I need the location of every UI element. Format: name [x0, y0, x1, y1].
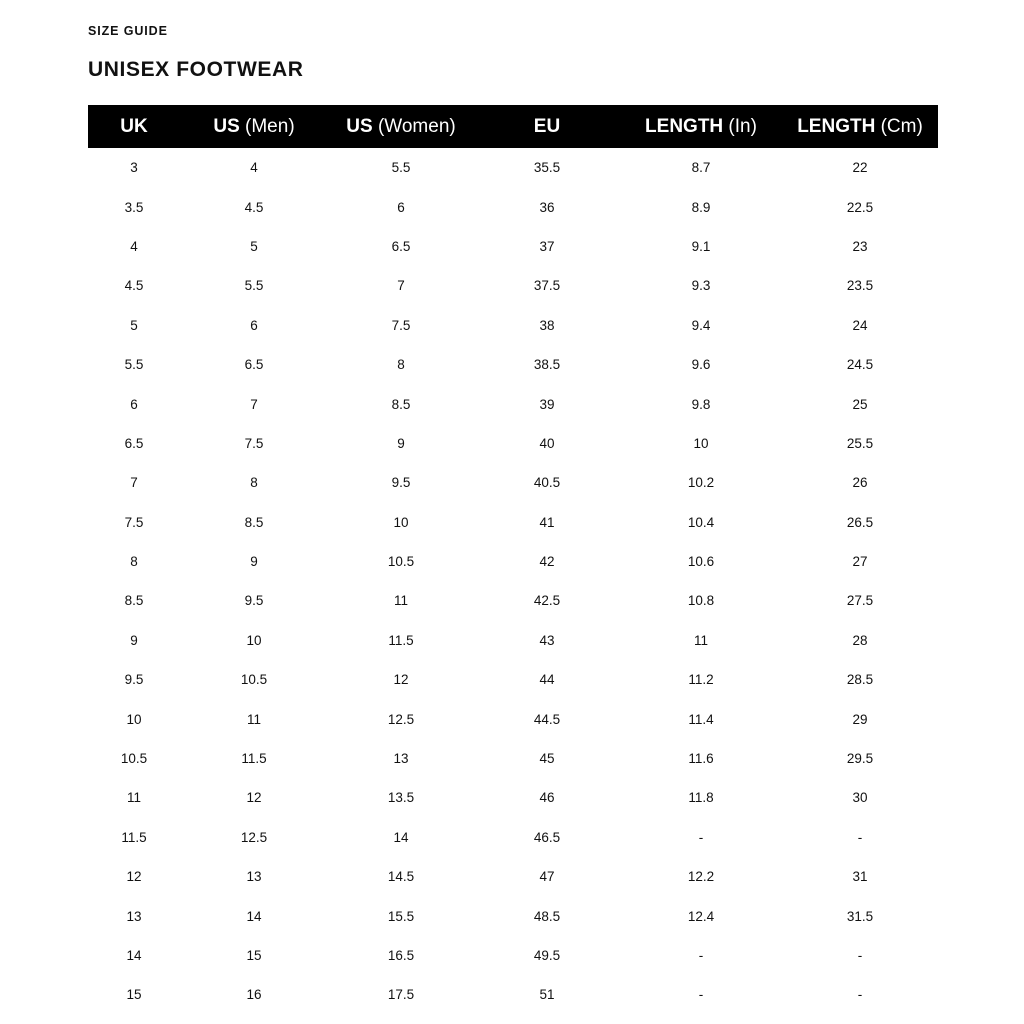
table-cell: 5.5 [244, 278, 264, 294]
table-cell: 9.5 [244, 593, 264, 609]
table-cell: 23 [852, 238, 868, 254]
table-cell: 8 [397, 357, 405, 373]
table-cell: 39 [539, 396, 555, 412]
eyebrow-label: SIZE GUIDE [88, 24, 168, 38]
table-header [88, 105, 938, 148]
table-cell: 11 [393, 593, 408, 609]
table-cell: 6 [250, 317, 258, 333]
table-cell: 25 [852, 396, 868, 412]
table-cell: 5 [250, 238, 258, 254]
table-row [88, 542, 938, 581]
table-cell: 51 [539, 987, 555, 1003]
table-body [88, 148, 938, 1015]
table-cell: 4.5 [244, 199, 264, 215]
table-cell: 27.5 [846, 593, 874, 609]
table-row [88, 818, 938, 857]
table-cell: 6.5 [124, 435, 144, 451]
table-cell: 24 [852, 317, 868, 333]
table-cell: 10.8 [687, 593, 715, 609]
column-header-main: LENGTH [797, 115, 876, 137]
table-cell: 12 [393, 672, 409, 688]
column-header-main: EU [533, 115, 561, 137]
table-cell: 5.5 [124, 357, 144, 373]
table-cell: 37 [539, 238, 555, 254]
table-cell: 47 [539, 869, 555, 885]
table-cell: 44.5 [533, 711, 561, 727]
table-cell: 30 [852, 790, 868, 806]
table-row [88, 503, 938, 542]
size-chart-table [88, 105, 938, 1015]
table-cell: - [857, 987, 863, 1003]
size-chart-container [88, 105, 938, 1015]
table-cell: 31 [852, 869, 868, 885]
table-cell: 25.5 [846, 435, 874, 451]
table-cell: 27 [852, 554, 868, 570]
table-row [88, 384, 938, 423]
column-header-main: UK [120, 115, 148, 137]
table-cell: 24.5 [846, 357, 874, 373]
table-cell: 11.4 [688, 711, 714, 727]
table-row [88, 660, 938, 699]
table-cell: 9.5 [124, 672, 144, 688]
table-row [88, 148, 938, 187]
column-header-qualifier: (In) [723, 115, 757, 137]
table-row [88, 463, 938, 502]
table-row [88, 936, 938, 975]
table-cell: 9 [130, 632, 138, 648]
table-cell: 23.5 [846, 278, 874, 294]
table-row [88, 187, 938, 226]
table-cell: 49.5 [533, 948, 561, 963]
table-cell: 10.4 [687, 514, 715, 530]
table-cell: 11.2 [688, 672, 714, 688]
table-cell: 22.5 [846, 199, 874, 215]
table-cell: 10 [393, 514, 409, 530]
table-cell: 5.5 [391, 160, 411, 176]
table-cell: 7 [397, 278, 405, 294]
table-row [88, 778, 938, 817]
table-cell: 8.9 [691, 199, 711, 215]
table-cell: 45 [539, 751, 555, 767]
table-cell: 10.5 [240, 672, 268, 688]
table-cell: 9.5 [391, 475, 411, 491]
table-cell: 37.5 [533, 278, 561, 294]
table-cell: 16.5 [387, 948, 415, 963]
table-row [88, 857, 938, 896]
table-cell: 7.5 [124, 514, 144, 530]
table-cell: 43 [539, 632, 555, 648]
table-cell: 12.2 [687, 869, 715, 885]
table-cell: 8 [130, 554, 138, 570]
column-header-3 [474, 105, 620, 148]
table-cell: 10 [693, 435, 709, 451]
table-cell: 15.5 [387, 908, 415, 924]
table-cell: 11.5 [121, 829, 147, 845]
table-cell: 11.8 [688, 790, 714, 806]
table-cell: 11 [126, 790, 141, 806]
table-cell: 26 [852, 475, 868, 491]
table-cell: 10.5 [120, 751, 148, 767]
table-cell: 7 [250, 396, 258, 412]
table-cell: 11.5 [241, 751, 267, 767]
table-cell: 6 [130, 396, 138, 412]
table-cell: 38 [539, 317, 555, 333]
table-cell: 4 [130, 238, 138, 254]
table-cell: 15 [246, 948, 262, 963]
table-cell: 46.5 [533, 829, 561, 845]
table-cell: - [698, 987, 704, 1003]
table-cell: 12.5 [240, 829, 268, 845]
table-cell: 8.5 [391, 396, 411, 412]
table-cell: 31.5 [846, 908, 874, 924]
table-cell: 7.5 [391, 317, 411, 333]
table-row [88, 621, 938, 660]
table-cell: 28 [852, 632, 868, 648]
table-cell: 35.5 [533, 160, 561, 176]
table-cell: 13 [393, 751, 409, 767]
table-cell: 15 [126, 987, 142, 1003]
table-cell: 10 [126, 711, 142, 727]
table-cell: 3 [130, 160, 138, 176]
table-cell: - [698, 829, 704, 845]
table-row [88, 975, 938, 1014]
table-header-row [88, 105, 938, 148]
table-cell: 16 [246, 987, 262, 1003]
column-header-main: US [346, 115, 373, 137]
table-cell: 46 [539, 790, 555, 806]
table-cell: 9.6 [691, 357, 711, 373]
table-cell: 9.1 [691, 238, 711, 254]
table-cell: 6 [397, 199, 405, 215]
table-cell: 7.5 [244, 435, 264, 451]
column-header-main: US [213, 115, 240, 137]
table-cell: 3.5 [124, 199, 144, 215]
table-cell: 41 [539, 514, 555, 530]
column-header-4 [620, 105, 782, 148]
table-cell: 7 [130, 475, 138, 491]
column-header-qualifier: (Cm) [875, 115, 923, 137]
table-cell: 12.4 [687, 908, 715, 924]
table-cell: 10 [246, 632, 262, 648]
table-row [88, 739, 938, 778]
table-cell: 10.5 [387, 554, 415, 570]
table-cell: 14 [393, 829, 409, 845]
table-cell: 14.5 [387, 869, 415, 885]
table-cell: 26.5 [846, 514, 874, 530]
table-cell: 8 [250, 475, 258, 491]
table-row [88, 581, 938, 620]
table-cell: 17.5 [387, 987, 415, 1003]
table-cell: 12 [126, 869, 142, 885]
table-row [88, 896, 938, 935]
table-cell: 8.7 [691, 160, 711, 176]
column-header-5 [782, 105, 938, 148]
table-cell: 13 [246, 869, 262, 885]
table-cell: 10.2 [687, 475, 715, 491]
table-cell: 42 [539, 554, 555, 570]
column-header-2 [328, 105, 474, 148]
table-cell: 4.5 [124, 278, 144, 294]
table-row [88, 306, 938, 345]
table-cell: 40.5 [533, 475, 561, 491]
table-cell: 38.5 [533, 357, 561, 373]
table-cell: - [857, 829, 863, 845]
table-cell: 28.5 [846, 672, 874, 688]
table-row [88, 227, 938, 266]
table-cell: - [698, 948, 704, 963]
column-header-qualifier: (Women) [372, 115, 456, 137]
column-header-1 [180, 105, 328, 148]
table-cell: 48.5 [533, 908, 561, 924]
table-cell: 36 [539, 199, 555, 215]
table-cell: 9 [250, 554, 258, 570]
table-cell: 9.4 [691, 317, 711, 333]
table-cell: 9.8 [691, 396, 711, 412]
table-cell: 44 [539, 672, 555, 688]
table-cell: 29 [852, 711, 868, 727]
table-cell: 9 [397, 435, 405, 451]
table-cell: 12.5 [387, 711, 415, 727]
table-row [88, 266, 938, 305]
table-cell: 14 [246, 908, 262, 924]
table-cell: 40 [539, 435, 555, 451]
table-cell: 9.3 [691, 278, 711, 294]
column-header-main: LENGTH [645, 115, 724, 137]
table-cell: 13.5 [387, 790, 415, 806]
table-cell: 22 [852, 160, 868, 176]
table-cell: 5 [130, 317, 138, 333]
table-row [88, 699, 938, 738]
table-cell: 4 [250, 160, 258, 176]
table-cell: 11.6 [688, 751, 714, 767]
table-cell: 12 [246, 790, 262, 806]
table-cell: 6.5 [391, 238, 411, 254]
table-cell: 8.5 [244, 514, 264, 530]
table-cell: 8.5 [124, 593, 144, 609]
table-cell: 11 [693, 632, 708, 648]
table-cell: 14 [126, 948, 142, 963]
table-cell: 10.6 [687, 554, 715, 570]
table-cell: 42.5 [533, 593, 561, 609]
column-header-0 [88, 105, 180, 148]
table-row [88, 345, 938, 384]
table-cell: 6.5 [244, 357, 264, 373]
table-cell: 11.5 [388, 632, 414, 648]
page-title: UNISEX FOOTWEAR [88, 58, 304, 81]
table-row [88, 424, 938, 463]
table-cell: - [857, 948, 863, 963]
column-header-qualifier: (Men) [239, 115, 295, 137]
table-cell: 11 [246, 711, 261, 727]
table-cell: 13 [126, 908, 142, 924]
table-cell: 29.5 [846, 751, 874, 767]
